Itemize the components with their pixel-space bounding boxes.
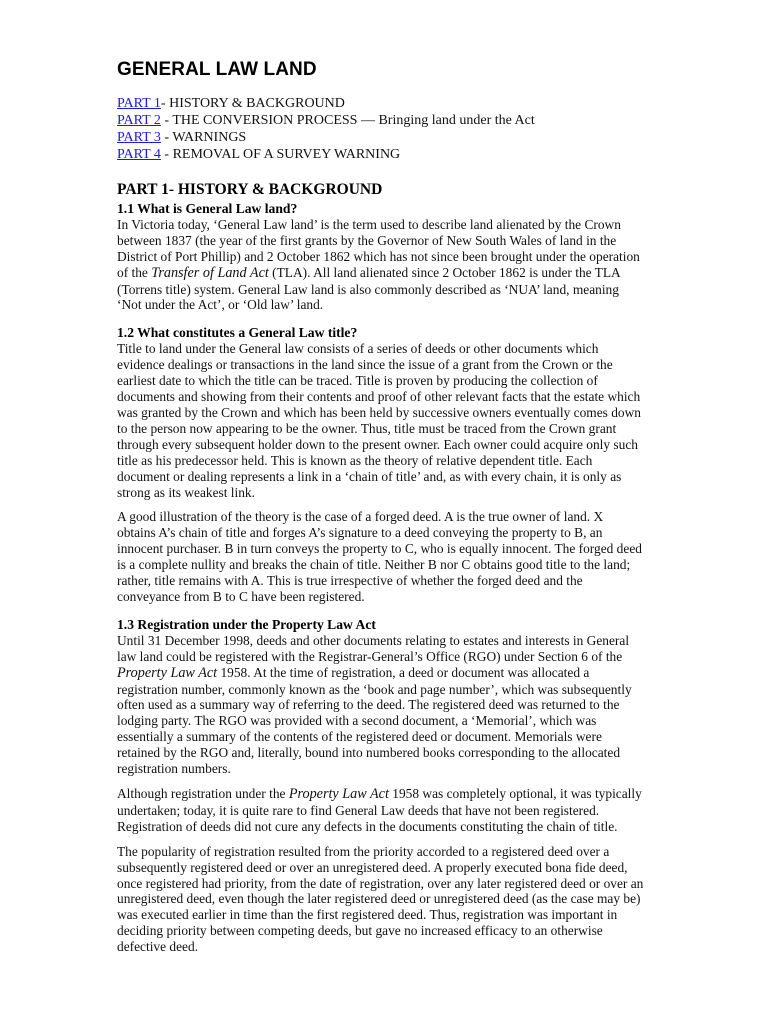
paragraph-1-3-a xyxy=(117,633,645,777)
subheading-1-2: 1.2 What constitutes a General Law title? xyxy=(117,325,358,341)
paragraph-text: 1958. At the time of registration, a deed or document was allocated a registration number, commonly known as the ‘book and page number’, which was subsequently often used as a summary way of referring to the deed. The registered deed was returned to the lodging party. The RGO was provided with a second document, a ‘Memorial’, which was essentially a summary of the contents of the registered deed or document. Memorials were retained by the RGO and, literally, bound into numbered books corresponding to the allocated registration numbers. xyxy=(117,664,632,777)
paragraph-text: In Victoria today, ‘General Law land’ is the term used to describe land alienated by the Crown between 1837 (the year of the first grants by the Governor of New South Wales of land in the District of Port Phillip) and 2 October 1862 which has not since been brought under the operation of the xyxy=(117,216,640,280)
toc-item-part-2 xyxy=(117,112,645,129)
italic-act-name: Property Law Act xyxy=(117,664,218,681)
toc-text-part-4: - REMOVAL OF A SURVEY WARNING xyxy=(160,146,401,162)
paragraph-1-1 xyxy=(117,217,645,313)
italic-act-name: Transfer of Land Act xyxy=(151,264,269,281)
document-title: GENERAL LAW LAND xyxy=(117,59,317,80)
section-heading-part-1: PART 1- HISTORY & BACKGROUND xyxy=(117,180,383,198)
italic-act-name: Property Law Act xyxy=(288,786,389,802)
paragraph-1-2-a: Title to land under the General law consists of a series of deeds or other documents which evidence dealings or transactions in the land since the issue of a grant from the Crown or the earliest date to which the title can be traced. Title is proven by producing the collection of documents and showing from their contents and proof of other relevant facts that the estate which was granted by the Crown and which has been held by successive owners eventually comes down to the person now appearing to be the owner. Thus, title must be traced from the Crown grant through every subsequent holder down to the present owner. Each owner could acquire only such title as his predecessor held. This is known as the theory of relative dependent title. Each document or dealing represents a link in a ‘chain of title’ and, as with every chain, it is only as strong as its weakest link. xyxy=(117,341,641,500)
paragraph-text: (TLA). All land alienated since 2 October 1862 is under the TLA (Torrens title) system. General Law land is also commonly described as ‘NUA’ land, meaning ‘Not under the Act’, or ‘Old law’ land. xyxy=(117,264,620,313)
table-of-contents xyxy=(117,95,645,163)
subheading-1-1: 1.1 What is General Law land? xyxy=(117,200,298,216)
toc-text-part-2: - THE CONVERSION PROCESS — Bringing land under the Act xyxy=(160,112,535,128)
toc-link-part-2[interactable]: PART 2 xyxy=(117,112,161,128)
toc-link-part-1[interactable]: PART 1 xyxy=(117,95,161,111)
toc-item-part-1 xyxy=(117,95,645,112)
subheading-1-3: 1.3 Registration under the Property Law Act xyxy=(117,616,376,632)
paragraph-text: Until 31 December 1998, deeds and other documents relating to estates and interests in General law land could be registered with the Registrar-General’s Office (RGO) under Section 6 of the xyxy=(117,632,630,664)
toc-item-part-4 xyxy=(117,146,645,163)
paragraph-text: 1958 was completely optional, it was typically undertaken; today, it is quite rare to find General Law deeds that have not been registered. Registration of deeds did not cure any defects in the documents constituting the chain of title. xyxy=(117,786,642,834)
toc-text-part-1: - HISTORY & BACKGROUND xyxy=(160,95,345,111)
paragraph-1-3-b xyxy=(117,786,645,835)
toc-link-part-4[interactable]: PART 4 xyxy=(117,146,161,162)
toc-item-part-3 xyxy=(117,129,645,146)
paragraph-text: Although registration under the xyxy=(117,786,289,801)
paragraph-1-2-b: A good illustration of the theory is the case of a forged deed. A is the true owner of land. X obtains A’s chain of title and forges A’s signature to a deed conveying the property to B, an innocent purchaser. B in turn conveys the property to C, who is equally innocent. The forged deed is a complete nullity and breaks the chain of title. Neither B nor C obtains good title to the land; rather, title remains with A. This is true irrespective of whether the forged deed and the conveyance from B to C have been registered. xyxy=(117,509,642,604)
toc-link-part-3[interactable]: PART 3 xyxy=(117,129,161,145)
paragraph-1-3-c: The popularity of registration resulted from the priority accorded to a registered deed over a subsequently registered deed or over an unregistered deed. A properly executed bona fide deed, once registered had priority, from the date of registration, over any later registered deed or over an unregistered deed, even though the later registered deed or unregistered deed (as the case may be) was executed earlier in time than the first registered deed. Thus, registration was important in deciding priority between competing deeds, but gave no increased efficacy to an otherwise defective deed. xyxy=(117,843,644,955)
toc-text-part-3: - WARNINGS xyxy=(160,129,247,145)
document-page xyxy=(117,59,645,955)
